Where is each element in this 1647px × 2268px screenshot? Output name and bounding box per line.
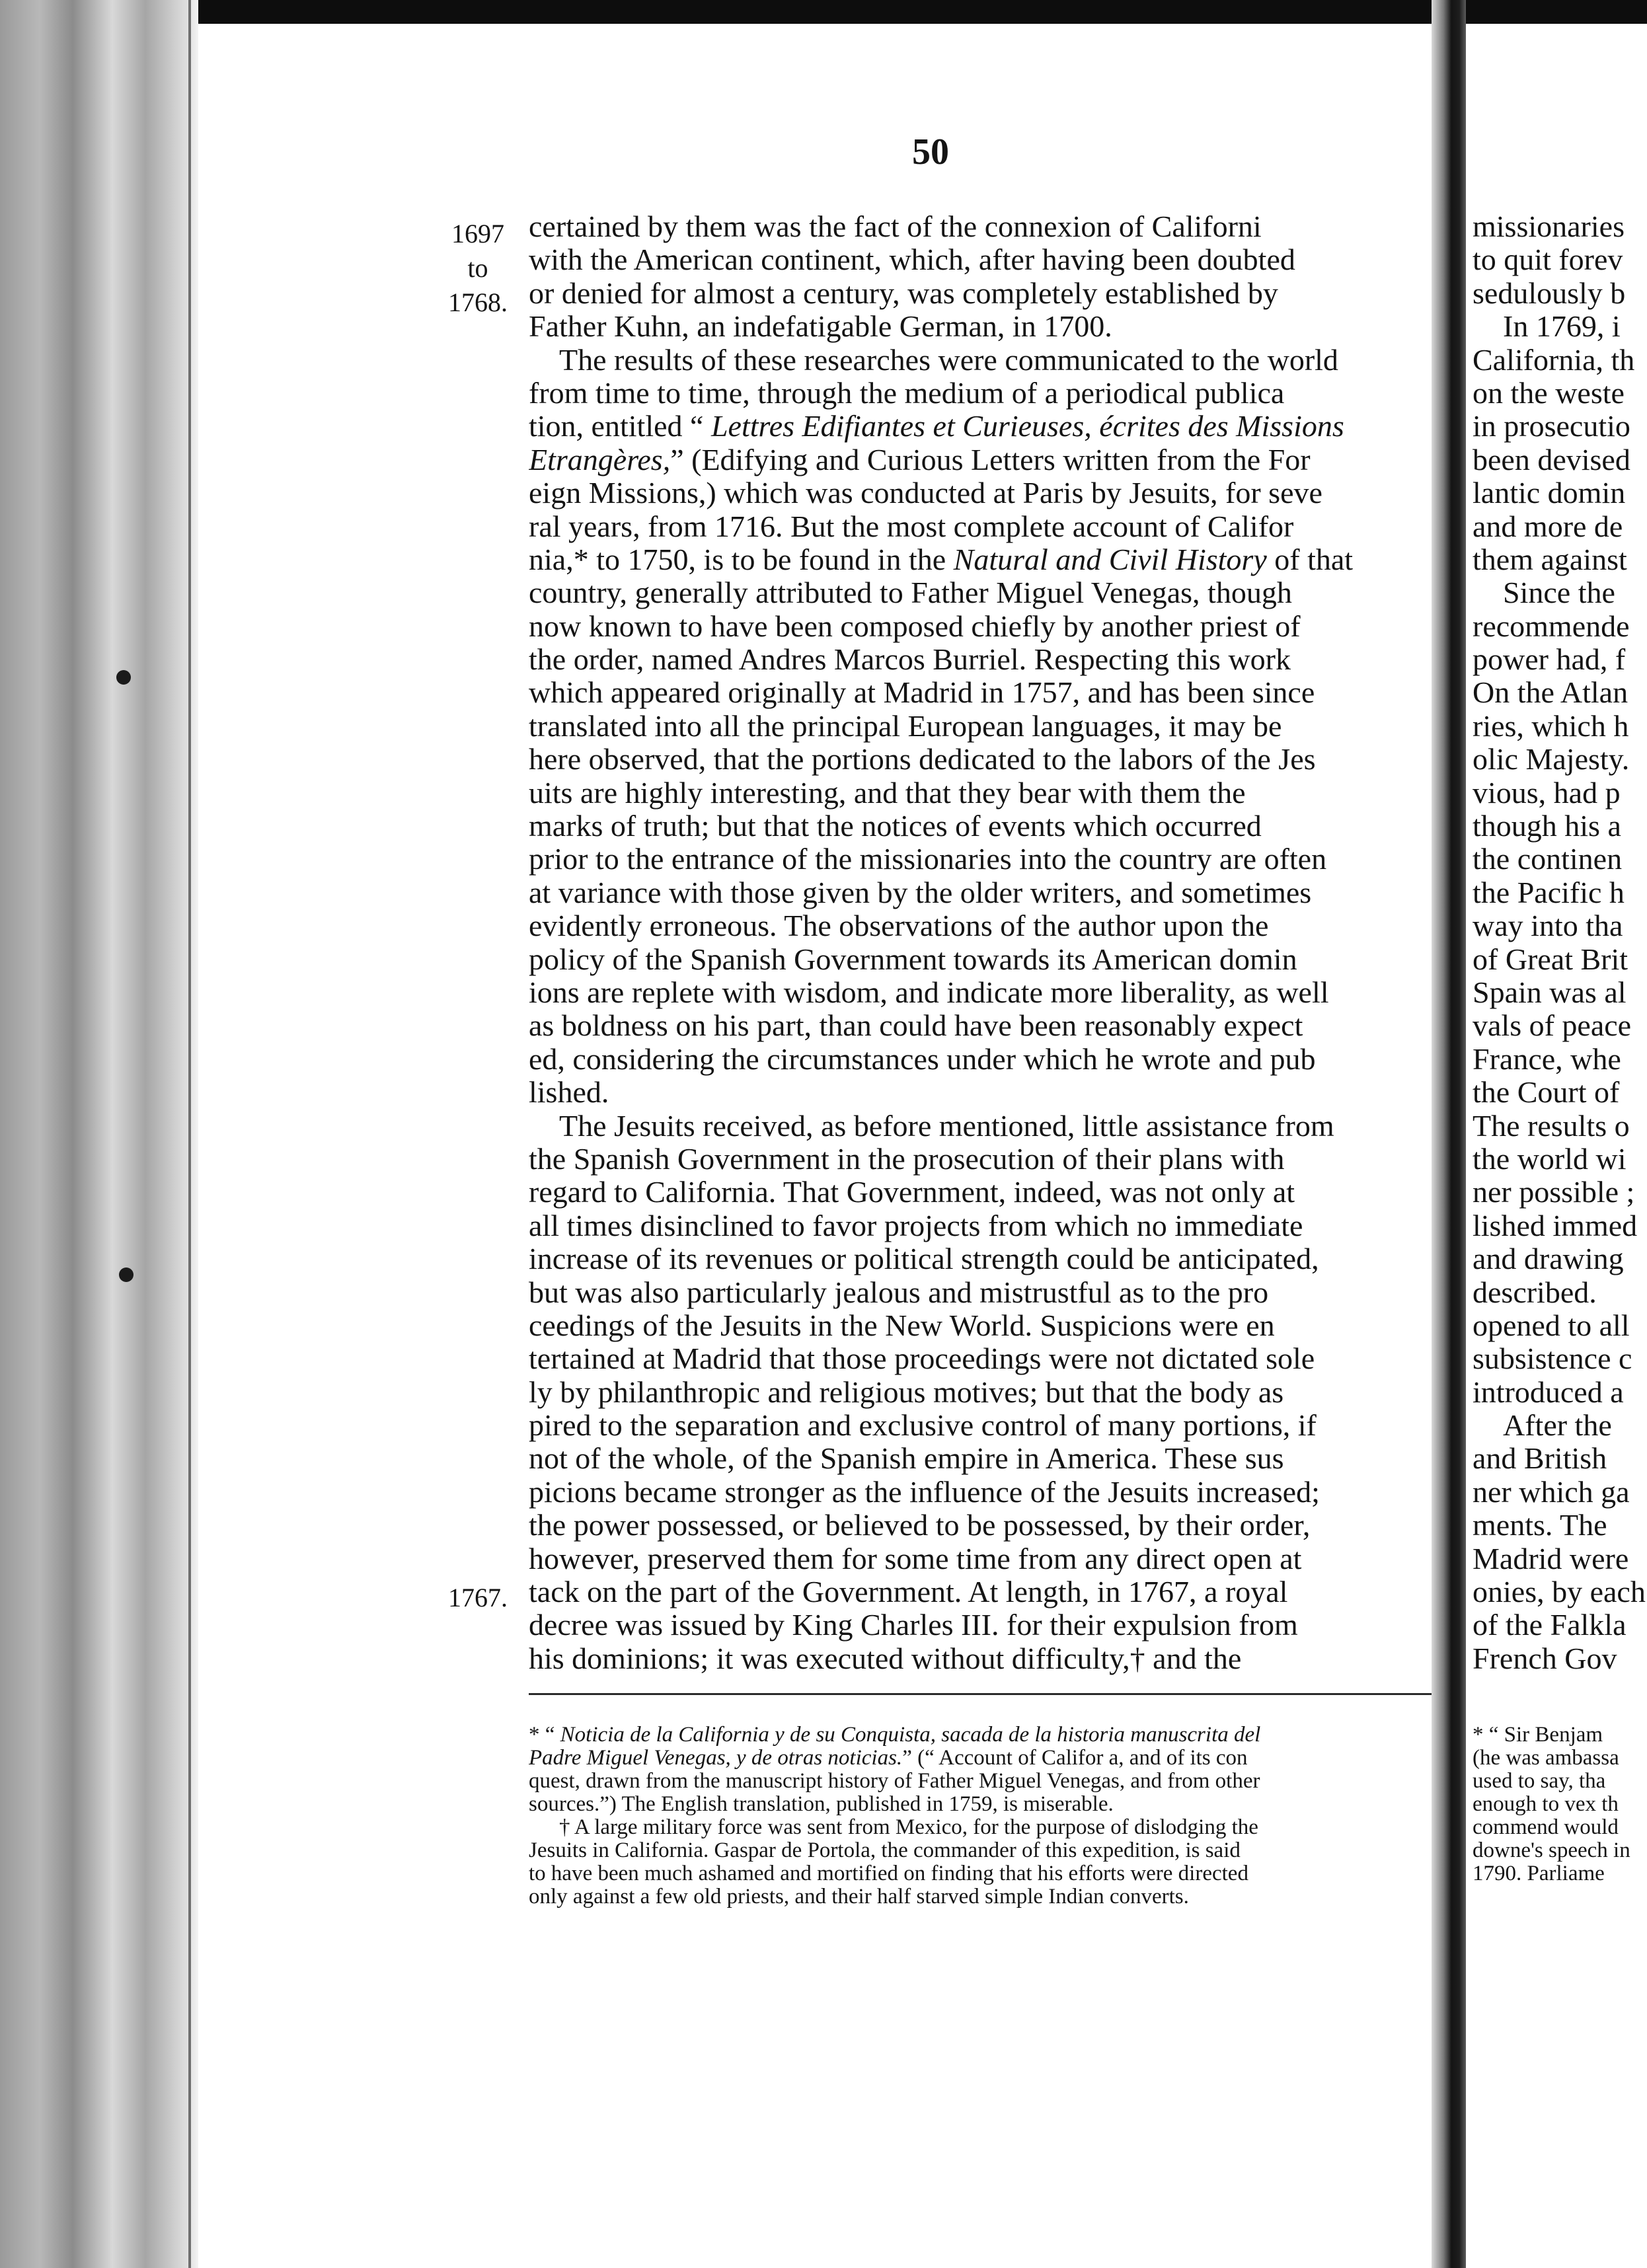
- text-line: or denied for almost a century, was completely established by: [529, 276, 1278, 310]
- facing-text-line: onies, by each: [1473, 1575, 1646, 1609]
- text-line: pired to the separation and exclusive control of many portions, if: [529, 1409, 1317, 1443]
- text-line: at variance with those given by the older writers, and sometimes: [529, 876, 1312, 909]
- text-line: The results of these researches were communicated to the world: [559, 343, 1338, 377]
- text-line: Father Kuhn, an indefatigable German, in 1700.: [529, 310, 1112, 344]
- facing-footnote-line: (he was ambassa: [1473, 1747, 1619, 1770]
- footnote-line: Jesuits in California. Gaspar de Portola, the commander of this expedition, is said: [529, 1839, 1241, 1862]
- facing-text-line: the Court of: [1473, 1076, 1620, 1110]
- text-line: increase of its revenues or political strength could be anticipated,: [529, 1242, 1319, 1276]
- footnote-line: * “ Noticia de la California y de su Conquista, sacada de la historia manuscrita del: [529, 1723, 1261, 1747]
- text-line: lished.: [529, 1076, 609, 1110]
- text-line: as boldness on his part, than could have been reasonably expect: [529, 1009, 1303, 1043]
- facing-text-line: On the Atlan: [1473, 676, 1628, 710]
- text-line: tion, entitled “ Lettres Edifiantes et Curieuses, écrites des Missions: [529, 410, 1344, 443]
- facing-text-line: and more de: [1473, 510, 1623, 543]
- facing-text-line: the continen: [1473, 843, 1623, 876]
- facing-text-line: in prosecutio: [1473, 410, 1630, 443]
- facing-text-line: French Gov: [1473, 1642, 1617, 1675]
- text-line: ral years, from 1716. But the most complete account of Califor: [529, 510, 1294, 543]
- facing-text-line: The results o: [1473, 1109, 1630, 1143]
- facing-text-line: After the: [1503, 1409, 1612, 1443]
- facing-text-line: and drawing: [1473, 1242, 1624, 1276]
- facing-text-line: missionaries: [1473, 210, 1625, 243]
- facing-text-line: ner which ga: [1473, 1475, 1630, 1509]
- facing-text-line: Spain was al: [1473, 975, 1627, 1009]
- facing-text-line: ments. The: [1473, 1509, 1607, 1542]
- facing-text-line: sedulously b: [1473, 276, 1626, 310]
- footnote-line: only against a few old priests, and their half starved simple Indian converts.: [529, 1885, 1189, 1909]
- facing-text-line: to quit forev: [1473, 243, 1623, 277]
- text-line: the Spanish Government in the prosecution of their plans with: [529, 1142, 1285, 1176]
- text-line: the order, named Andres Marcos Burriel. Respecting this work: [529, 643, 1291, 677]
- text-line: marks of truth; but that the notices of events which occurred: [529, 810, 1262, 843]
- text-line: but was also particularly jealous and mistrustful as to the pro: [529, 1275, 1269, 1309]
- facing-text-line: and British: [1473, 1442, 1607, 1476]
- text-line: nia,* to 1750, is to be found in the Natural and Civil History of that: [529, 543, 1354, 576]
- footnote-line: to have been much ashamed and mortified on finding that his efforts were directed: [529, 1862, 1248, 1885]
- facing-text-line: olic Majesty.: [1473, 743, 1630, 776]
- text-line: tack on the part of the Government. At length, in 1767, a royal: [529, 1575, 1288, 1609]
- facing-text-line: ner possible ;: [1473, 1176, 1635, 1209]
- facing-text-line: opened to all: [1473, 1308, 1630, 1342]
- text-line: now known to have been composed chiefly by another priest of: [529, 609, 1301, 643]
- facing-page-footnotes: [1473, 1723, 1647, 1885]
- text-line: ly by philanthropic and religious motives; but that the body as: [529, 1375, 1284, 1409]
- facing-footnote-line: 1790. Parliame: [1473, 1862, 1605, 1885]
- text-line: ceedings of the Jesuits in the New World. Suspicions were en: [529, 1308, 1275, 1342]
- text-line: prior to the entrance of the missionaries into the country are often: [529, 843, 1327, 876]
- facing-text-line: Since the: [1503, 576, 1615, 610]
- page-edge-line: [188, 0, 191, 2268]
- facing-text-line: vals of peace: [1473, 1009, 1632, 1043]
- side-date-line: 1768.: [448, 287, 508, 317]
- facing-text-line: the Pacific h: [1473, 876, 1625, 909]
- text-line: regard to California. That Government, indeed, was not only at: [529, 1176, 1295, 1209]
- text-line: tertained at Madrid that those proceedings were not dictated sole: [529, 1342, 1315, 1376]
- text-line: decree was issued by King Charles III. for their expulsion from: [529, 1608, 1298, 1642]
- text-line: not of the whole, of the Spanish empire in America. These sus: [529, 1442, 1284, 1476]
- footnote-line: sources.”) The English translation, published in 1759, is miserable.: [529, 1793, 1114, 1816]
- facing-text-line: recommende: [1473, 609, 1630, 643]
- footnote-line: Padre Miguel Venegas, y de otras noticias.” (“ Account of Califor a, and of its con: [529, 1747, 1248, 1770]
- facing-footnote-line: enough to vex th: [1473, 1793, 1619, 1816]
- facing-footnote-line: commend would: [1473, 1816, 1619, 1839]
- text-line: which appeared originally at Madrid in 1757, and has been since: [529, 676, 1315, 710]
- text-line: picions became stronger as the influence of the Jesuits increased;: [529, 1475, 1320, 1509]
- facing-text-line: lantic domin: [1473, 476, 1626, 510]
- text-line: policy of the Spanish Government towards its American domin: [529, 942, 1297, 976]
- facing-text-line: vious, had p: [1473, 776, 1621, 810]
- facing-text-line: Madrid were: [1473, 1542, 1629, 1575]
- footnote-line: † A large military force was sent from Mexico, for the purpose of dislodging the: [559, 1816, 1258, 1839]
- text-line: Etrangères,” (Edifying and Curious Letters written from the For: [529, 443, 1311, 476]
- facing-text-line: In 1769, i: [1503, 310, 1621, 344]
- text-line: with the American continent, which, after having been doubted: [529, 243, 1295, 277]
- facing-text-line: been devised: [1473, 443, 1630, 476]
- facing-text-line: of Great Brit: [1473, 942, 1628, 976]
- facing-page-column: [1473, 210, 1647, 1675]
- facing-text-line: power had, f: [1473, 643, 1626, 677]
- edge-mark-bottom: [119, 1267, 134, 1282]
- side-date-1767: [448, 1581, 508, 1615]
- facing-text-line: of the Falkla: [1473, 1608, 1627, 1642]
- side-date-line: to: [467, 253, 488, 283]
- facing-text-line: them against: [1473, 543, 1627, 576]
- text-line: evidently erroneous. The observations of the author upon the: [529, 909, 1269, 943]
- facing-text-line: California, th: [1473, 343, 1635, 377]
- text-line: The Jesuits received, as before mentioned, little assistance from: [559, 1109, 1334, 1143]
- facing-text-line: subsistence c: [1473, 1342, 1632, 1376]
- facing-text-line: the world wi: [1473, 1142, 1627, 1176]
- main-text-column: [529, 210, 1437, 1675]
- text-line: eign Missions,) which was conducted at Paris by Jesuits, for seve: [529, 476, 1322, 510]
- facing-footnote-line: used to say, tha: [1473, 1770, 1606, 1793]
- text-line: all times disinclined to favor projects from which no immediate: [529, 1209, 1303, 1242]
- text-line: certained by them was the fact of the connexion of Californi: [529, 210, 1262, 243]
- facing-text-line: way into tha: [1473, 909, 1623, 943]
- text-line: the power possessed, or believed to be possessed, by their order,: [529, 1509, 1311, 1542]
- text-line: here observed, that the portions dedicated to the labors of the Jes: [529, 743, 1316, 776]
- text-line: his dominions; it was executed without difficulty,† and the: [529, 1642, 1242, 1675]
- facing-text-line: ries, which h: [1473, 709, 1629, 743]
- scan-top-edge: [0, 0, 1647, 24]
- side-date-line: 1697: [451, 219, 504, 248]
- facing-footnote-line: downe's speech in: [1473, 1839, 1630, 1862]
- facing-text-line: introduced a: [1473, 1375, 1624, 1409]
- facing-text-line: lished immed: [1473, 1209, 1638, 1242]
- facing-text-line: described.: [1473, 1275, 1597, 1309]
- page-edge-strip: [0, 0, 198, 2268]
- page-number: 50: [912, 132, 949, 172]
- text-line: ions are replete with wisdom, and indicate more liberality, as well: [529, 975, 1329, 1009]
- text-line: ed, considering the circumstances under which he wrote and pub: [529, 1042, 1316, 1076]
- side-date-range: [448, 217, 508, 320]
- text-line: uits are highly interesting, and that they bear with them the: [529, 776, 1246, 810]
- text-line: translated into all the principal European languages, it may be: [529, 709, 1282, 743]
- facing-text-line: on the weste: [1473, 376, 1625, 410]
- facing-text-line: France, whe: [1473, 1042, 1621, 1076]
- facing-text-line: though his a: [1473, 810, 1621, 843]
- text-line: however, preserved them for some time from any direct open at: [529, 1542, 1302, 1575]
- text-line: country, generally attributed to Father Miguel Venegas, though: [529, 576, 1292, 610]
- footnote-line: quest, drawn from the manuscript history of Father Miguel Venegas, and from other: [529, 1770, 1260, 1793]
- facing-footnote-line: * “ Sir Benjam: [1473, 1723, 1603, 1747]
- footnotes: [529, 1723, 1437, 1909]
- edge-mark-top: [116, 670, 131, 685]
- footnote-rule: [529, 1693, 1432, 1695]
- side-date-line: 1767.: [448, 1583, 508, 1612]
- text-line: from time to time, through the medium of a periodical publica: [529, 376, 1285, 410]
